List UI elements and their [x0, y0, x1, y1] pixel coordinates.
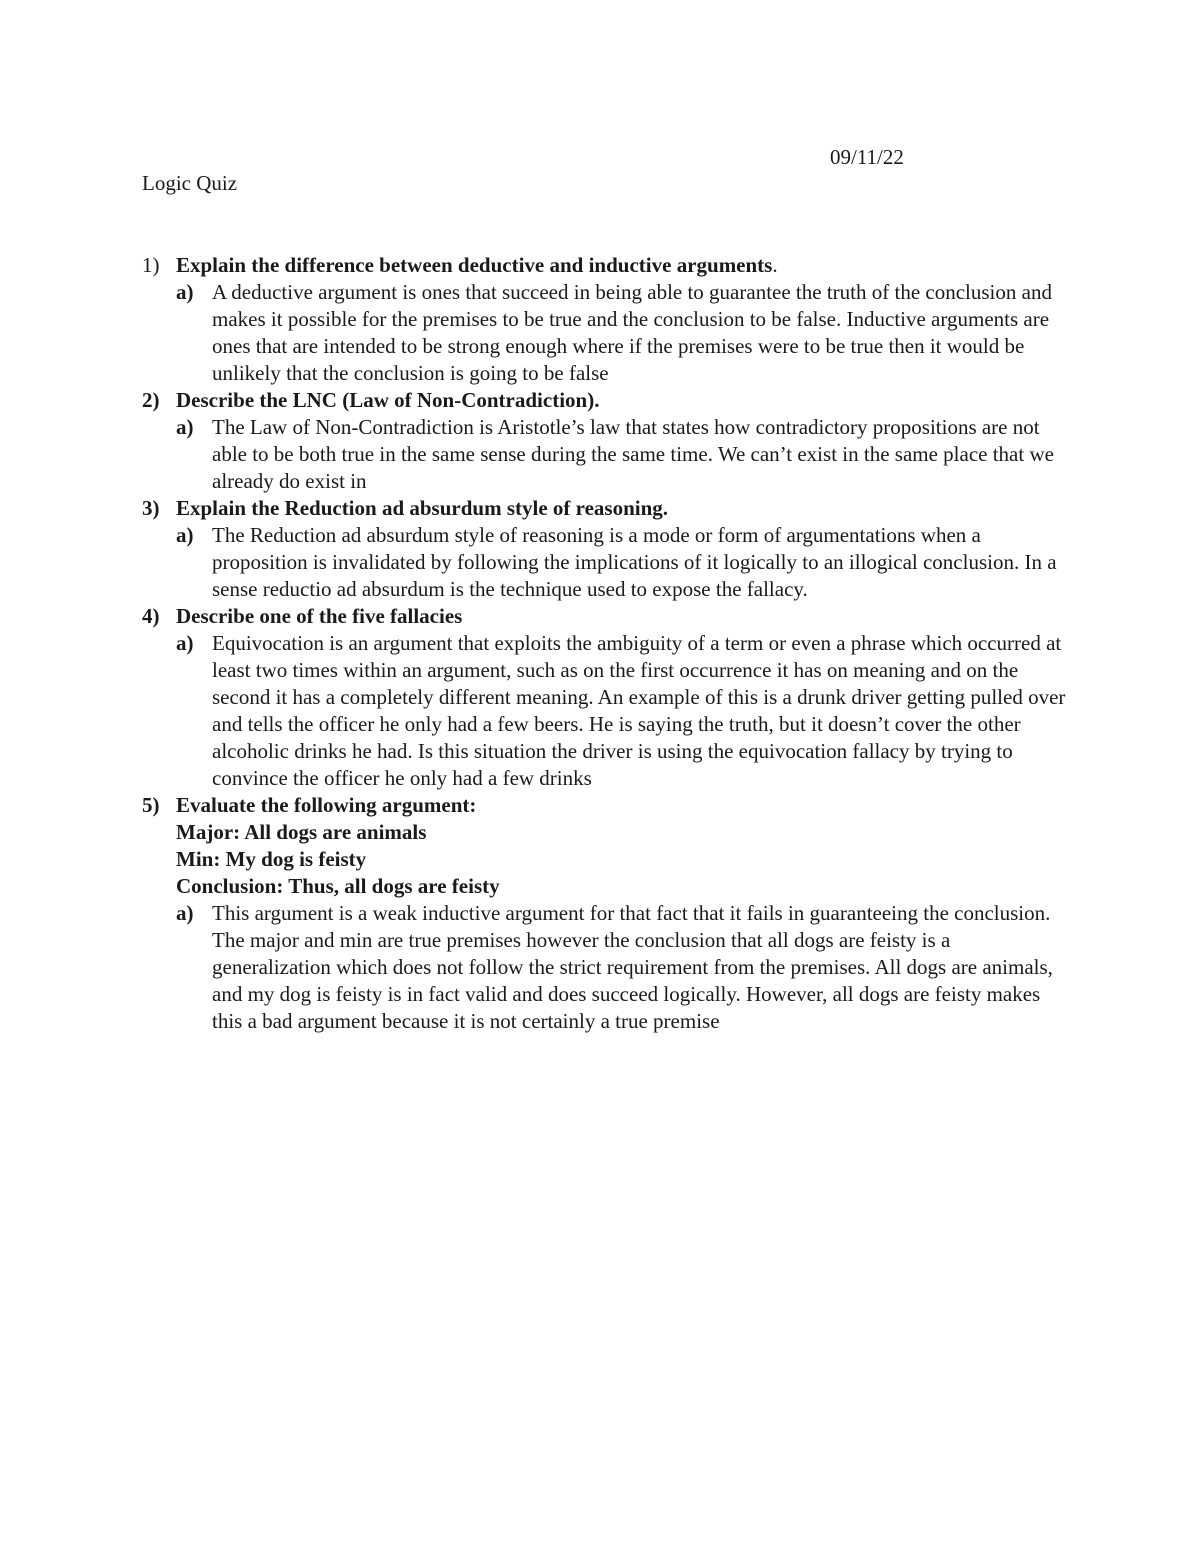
question-text: Describe one of the five fallacies: [176, 604, 463, 628]
answer-text: The Law of Non-Contradiction is Aristotle’s law that states how contradictory propositions are not able to be both true in the same sense during the same time. We can’t exist in the same place that we already do exist in: [212, 415, 1054, 493]
argument-minor: Min: My dog is feisty: [176, 847, 367, 871]
question-number: 2): [142, 388, 160, 412]
question-text: Explain the Reduction ad absurdum style of reasoning.: [176, 496, 669, 520]
answer-letter: a): [176, 523, 194, 547]
answer-text: Equivocation is an argument that exploits the ambiguity of a term or even a phrase which occurred at least two times within an argument, such as on the first occurrence it has on meaning and on the second it has a completely different meaning. An example of this is a drunk driver getting pulled over and tells the officer he only had a few beers. He is saying the truth, but it doesn’t cover the other alcoholic drinks he had. Is this situation the driver is using the equivocation fallacy by trying to convince the officer he only had a few drinks: [212, 631, 1066, 790]
question-text: Describe the LNC (Law of Non-Contradiction).: [176, 388, 600, 412]
question-number: 4): [142, 604, 160, 628]
question-4: [142, 603, 1072, 792]
question-text: Evaluate the following argument:: [176, 793, 477, 817]
question-2: [142, 387, 1072, 495]
answer-text: The Reduction ad absurdum style of reasoning is a mode or form of argumentations when a proposition is invalidated by following the implications of it logically to an illogical conclusion. In a sense reductio ad absurdum is the technique used to expose the fallacy.: [212, 523, 1057, 601]
answer: [176, 900, 1072, 1035]
question-list: [142, 252, 1072, 1035]
question-number: 1): [142, 253, 160, 277]
answer: [176, 279, 1072, 387]
document-title: Logic Quiz: [142, 171, 238, 195]
question-5: [142, 792, 1072, 1035]
argument-major: Major: All dogs are animals: [176, 820, 427, 844]
question-1: [142, 252, 1072, 387]
answer-letter: a): [176, 901, 194, 925]
answer: [176, 630, 1072, 792]
question-number: 3): [142, 496, 160, 520]
answer-letter: a): [176, 631, 194, 655]
answer-letter: a): [176, 415, 194, 439]
argument-conclusion: Conclusion: Thus, all dogs are feisty: [176, 874, 500, 898]
answer-text: This argument is a weak inductive argument for that fact that it fails in guaranteeing the conclusion. The major and min are true premises however the conclusion that all dogs are feisty is a generalization which does not follow the strict requirement from the premises. All dogs are animals, and my dog is feisty is in fact valid and does succeed logically. However, all dogs are feisty makes this a bad argument because it is not certainly a true premise: [212, 901, 1053, 1033]
question-3: [142, 495, 1072, 603]
answer-text: A deductive argument is ones that succeed in being able to guarantee the truth of the conclusion and makes it possible for the premises to be true and the conclusion to be false. Inductive arguments are ones that are intended to be strong enough where if the premises were to be true then it would be unlikely that the conclusion is going to be false: [212, 280, 1052, 385]
question-number: 5): [142, 793, 160, 817]
answer: [176, 414, 1072, 495]
answer: [176, 522, 1072, 603]
question-text: Explain the difference between deductive and inductive arguments.: [176, 253, 778, 277]
answer-letter: a): [176, 280, 194, 304]
document-date: 09/11/22: [830, 145, 904, 169]
